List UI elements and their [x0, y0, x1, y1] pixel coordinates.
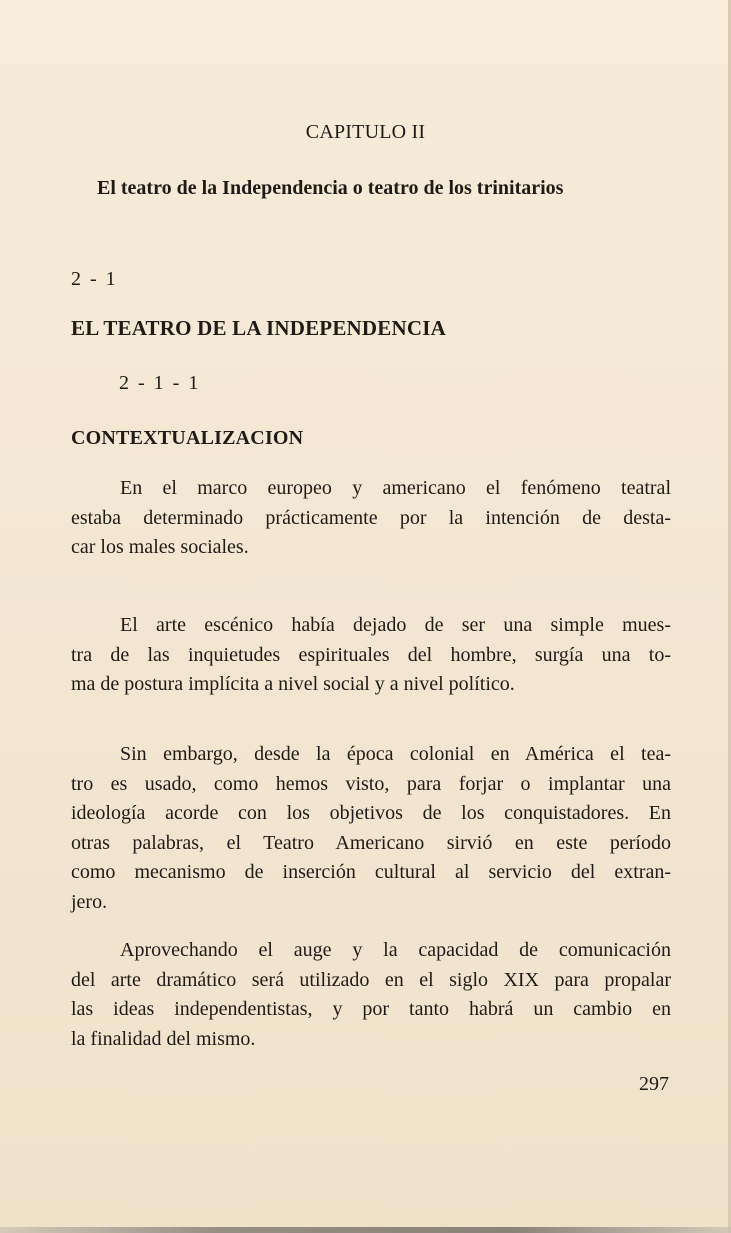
- paragraph: [71, 740, 671, 917]
- paragraph-line: jero.: [71, 890, 108, 913]
- paragraph-line: En el marco europeo y americano el fenómeno teatral: [120, 477, 671, 499]
- paragraph-line: como mecanismo de inserción cultural al servicio del extran-: [71, 861, 671, 883]
- chapter-subtitle: El teatro de la Independencia o teatro de los trinitarios: [97, 177, 564, 199]
- page-bottom-edge: [0, 1227, 731, 1233]
- paragraph-line: Sin embargo, desde la época colonial en América el tea-: [120, 743, 671, 765]
- paragraph-line: car los males sociales.: [71, 536, 249, 558]
- paragraph-line: las ideas independentistas, y por tanto habrá un cambio en: [71, 998, 671, 1020]
- subsection-number: 2 - 1 - 1: [119, 372, 201, 394]
- section-number: 2 - 1: [71, 268, 118, 290]
- page-number: 297: [639, 1073, 669, 1095]
- paragraph-line: tra de las inquietudes espirituales del hombre, surgía una to-: [71, 643, 671, 666]
- paragraph: [71, 611, 671, 700]
- paragraph-line: la finalidad del mismo.: [71, 1027, 256, 1050]
- paragraph-line: Aprovechando el auge y la capacidad de comunicación: [120, 939, 671, 961]
- paragraph-line: estaba determinado prácticamente por la intención de desta-: [71, 506, 671, 529]
- chapter-heading: CAPITULO II: [305, 121, 426, 143]
- section-title: EL TEATRO DE LA INDEPENDENCIA: [71, 316, 446, 340]
- subsection-title: CONTEXTUALIZACION: [71, 427, 304, 449]
- paragraph-line: tro es usado, como hemos visto, para forjar o implantar una: [71, 772, 671, 795]
- paragraph: [71, 474, 671, 563]
- paragraph-line: El arte escénico había dejado de ser una simple mues-: [120, 614, 671, 636]
- paragraph-line: otras palabras, el Teatro Americano sirvió en este período: [71, 831, 671, 854]
- paragraph-line: del arte dramático será utilizado en el siglo XIX para propalar: [71, 968, 671, 991]
- paragraph-line: ideología acorde con los objetivos de los conquistadores. En: [71, 802, 671, 824]
- paragraph: [71, 936, 671, 1054]
- paragraph-line: ma de postura implícita a nivel social y a nivel político.: [71, 673, 515, 695]
